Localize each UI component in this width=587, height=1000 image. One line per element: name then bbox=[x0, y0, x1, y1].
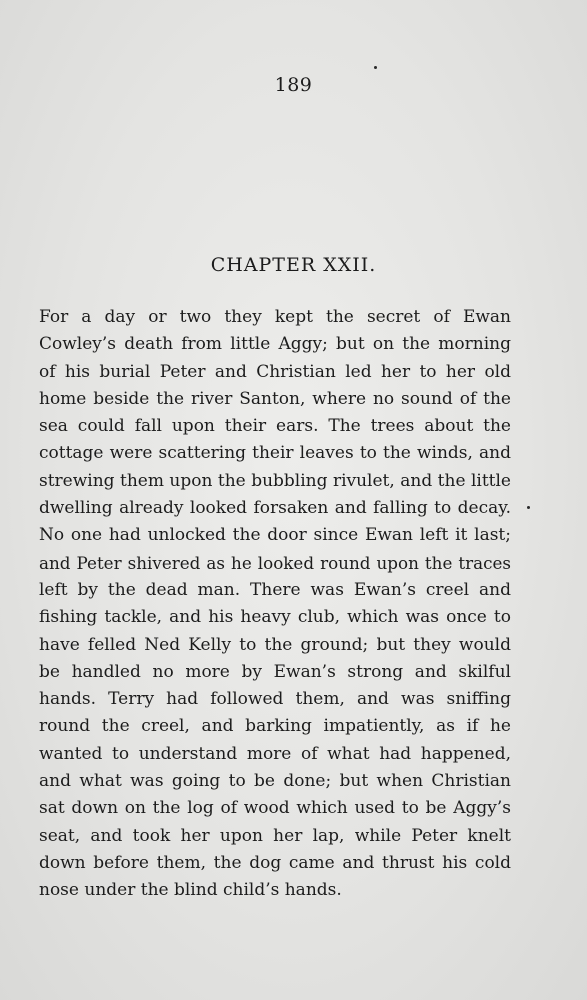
text-line: be handled no more by Ewan’s strong and skilful bbox=[39, 661, 511, 682]
text-line: seat, and took her upon her lap, while Peter knelt bbox=[39, 825, 511, 846]
text-line: and Peter shivered as he looked round upon the traces bbox=[39, 552, 511, 573]
text-line: sat down on the log of wood which used to be Aggy’s bbox=[39, 798, 511, 819]
chapter-title: CHAPTER XXII. bbox=[210, 254, 377, 276]
text-line: of his burial Peter and Christian led her to her old bbox=[39, 361, 511, 382]
text-line: round the creel, and barking impatiently, as if he bbox=[39, 716, 511, 737]
text-line: dwelling already looked forsaken and falling to decay. bbox=[39, 498, 511, 519]
text-line: and what was going to be done; but when Christian bbox=[39, 771, 511, 792]
paper-speck bbox=[527, 506, 530, 509]
text-line: Cowley’s death from little Aggy; but on the morning bbox=[39, 334, 511, 355]
text-line: No one had unlocked the door since Ewan left it last; bbox=[39, 525, 511, 546]
text-line: fishing tackle, and his heavy club, which was once to bbox=[39, 607, 511, 628]
text-line: sea could fall upon their ears. The trees about the bbox=[39, 416, 511, 437]
text-line: home beside the river Santon, where no sound of the bbox=[39, 388, 511, 409]
text-line: hands. Terry had followed them, and was sniffing bbox=[39, 689, 511, 710]
page-number: 189 bbox=[274, 74, 313, 96]
paper-speck bbox=[374, 66, 377, 69]
chapter-body-text bbox=[39, 304, 511, 905]
text-line: have felled Ned Kelly to the ground; but they would bbox=[39, 634, 511, 655]
text-line: cottage were scattering their leaves to the winds, and bbox=[39, 443, 511, 464]
text-line: down before them, the dog came and thrust his cold bbox=[39, 852, 511, 873]
text-line: strewing them upon the bubbling rivulet, and the little bbox=[39, 470, 511, 491]
text-line: nose under the blind child’s hands. bbox=[39, 880, 342, 901]
text-line: wanted to understand more of what had happened, bbox=[39, 743, 511, 764]
text-line: left by the dead man. There was Ewan’s creel and bbox=[39, 579, 511, 600]
text-line: For a day or two they kept the secret of Ewan bbox=[39, 307, 511, 327]
